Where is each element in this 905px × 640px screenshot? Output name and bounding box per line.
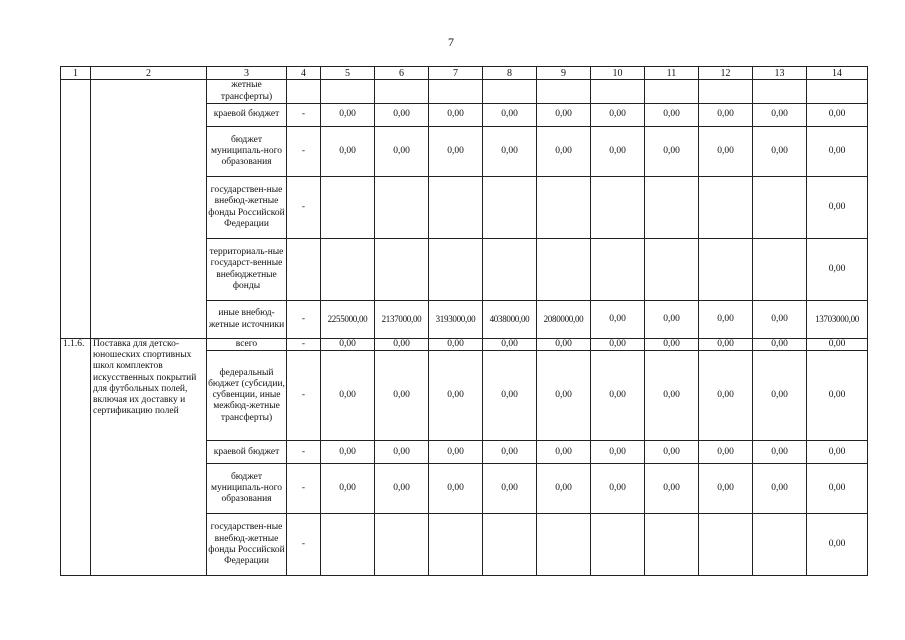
header-cell: 10 xyxy=(591,67,645,80)
value-cell: 0,00 xyxy=(429,127,483,177)
dash-cell: - xyxy=(287,127,321,177)
value-cell: 0,00 xyxy=(375,441,429,464)
value-cell: 0,00 xyxy=(699,464,753,514)
value-cell: 0,00 xyxy=(753,351,807,441)
dash-cell: - xyxy=(287,441,321,464)
value-cell: 0,00 xyxy=(699,441,753,464)
activity-name-cell xyxy=(91,80,207,339)
value-cell: 0,00 xyxy=(699,301,753,339)
funding-source-cell: краевой бюджет xyxy=(207,104,287,127)
header-cell: 6 xyxy=(375,67,429,80)
value-cell: 0,00 xyxy=(753,464,807,514)
dash-cell: - xyxy=(287,177,321,239)
value-cell: 2137000,00 xyxy=(375,301,429,339)
value-cell: 0,00 xyxy=(429,351,483,441)
value-cell: 0,00 xyxy=(591,351,645,441)
value-cell xyxy=(375,239,429,301)
value-cell: 0,00 xyxy=(645,441,699,464)
total-cell: 0,00 xyxy=(807,177,868,239)
total-cell: 0,00 xyxy=(807,351,868,441)
value-cell: 0,00 xyxy=(483,104,537,127)
header-cell: 4 xyxy=(287,67,321,80)
value-cell xyxy=(429,80,483,104)
value-cell: 0,00 xyxy=(537,104,591,127)
value-cell: 0,00 xyxy=(321,351,375,441)
value-cell: 0,00 xyxy=(753,104,807,127)
header-cell: 9 xyxy=(537,67,591,80)
value-cell: 0,00 xyxy=(375,351,429,441)
value-cell: 0,00 xyxy=(375,464,429,514)
value-cell xyxy=(321,177,375,239)
value-cell xyxy=(429,177,483,239)
header-cell: 14 xyxy=(807,67,868,80)
value-cell xyxy=(483,177,537,239)
value-cell xyxy=(483,514,537,576)
total-cell xyxy=(807,80,868,104)
value-cell: 0,00 xyxy=(591,104,645,127)
dash-cell: - xyxy=(287,514,321,576)
value-cell: 0,00 xyxy=(321,441,375,464)
dash-cell: - xyxy=(287,464,321,514)
value-cell xyxy=(483,80,537,104)
funding-source-cell: всего xyxy=(207,339,287,351)
value-cell: 0,00 xyxy=(483,339,537,351)
value-cell xyxy=(537,514,591,576)
value-cell xyxy=(537,177,591,239)
total-cell: 0,00 xyxy=(807,104,868,127)
value-cell: 0,00 xyxy=(591,464,645,514)
value-cell: 0,00 xyxy=(645,127,699,177)
value-cell: 0,00 xyxy=(321,127,375,177)
value-cell xyxy=(375,514,429,576)
value-cell: 0,00 xyxy=(321,464,375,514)
funding-source-cell: иные внебюд-жетные источники xyxy=(207,301,287,339)
value-cell: 0,00 xyxy=(591,441,645,464)
value-cell xyxy=(375,177,429,239)
value-cell xyxy=(483,239,537,301)
dash-cell xyxy=(287,239,321,301)
header-row xyxy=(61,67,868,80)
total-cell: 0,00 xyxy=(807,514,868,576)
value-cell: 0,00 xyxy=(321,104,375,127)
value-cell xyxy=(321,239,375,301)
value-cell xyxy=(537,80,591,104)
value-cell xyxy=(591,239,645,301)
dash-cell: - xyxy=(287,351,321,441)
value-cell xyxy=(591,514,645,576)
header-cell: 1 xyxy=(61,67,91,80)
total-cell: 0,00 xyxy=(807,127,868,177)
header-cell: 11 xyxy=(645,67,699,80)
value-cell xyxy=(537,239,591,301)
header-cell: 13 xyxy=(753,67,807,80)
total-cell: 0,00 xyxy=(807,464,868,514)
table-row xyxy=(61,339,868,351)
value-cell: 0,00 xyxy=(645,464,699,514)
row-number-cell: 1.1.6. xyxy=(61,339,91,576)
value-cell: 0,00 xyxy=(483,127,537,177)
value-cell: 0,00 xyxy=(645,104,699,127)
funding-source-cell: территориаль-ные государст-венные внебюджетные фонды xyxy=(207,239,287,301)
value-cell: 0,00 xyxy=(699,351,753,441)
funding-source-cell: бюджет муниципаль-ного образования xyxy=(207,464,287,514)
value-cell: 0,00 xyxy=(537,351,591,441)
value-cell: 0,00 xyxy=(537,127,591,177)
dash-cell xyxy=(287,80,321,104)
dash-cell: - xyxy=(287,339,321,351)
value-cell: 0,00 xyxy=(699,127,753,177)
value-cell xyxy=(699,239,753,301)
value-cell: 0,00 xyxy=(375,104,429,127)
header-cell: 8 xyxy=(483,67,537,80)
value-cell xyxy=(753,514,807,576)
total-cell: 0,00 xyxy=(807,239,868,301)
value-cell: 0,00 xyxy=(699,339,753,351)
value-cell: 0,00 xyxy=(483,441,537,464)
dash-cell: - xyxy=(287,104,321,127)
funding-source-cell: федеральный бюджет (субсидии, субвенции, иные межбюд-жетные трансферты) xyxy=(207,351,287,441)
value-cell xyxy=(699,80,753,104)
header-cell: 7 xyxy=(429,67,483,80)
funding-source-cell: жетные трансферты) xyxy=(207,80,287,104)
value-cell xyxy=(321,514,375,576)
value-cell xyxy=(753,177,807,239)
value-cell: 0,00 xyxy=(429,464,483,514)
value-cell xyxy=(699,177,753,239)
total-cell: 13703000,00 xyxy=(807,301,868,339)
header-cell: 3 xyxy=(207,67,287,80)
value-cell xyxy=(645,177,699,239)
value-cell xyxy=(375,80,429,104)
value-cell: 0,00 xyxy=(753,127,807,177)
value-cell: 0,00 xyxy=(429,339,483,351)
value-cell xyxy=(429,239,483,301)
value-cell: 0,00 xyxy=(645,339,699,351)
value-cell: 0,00 xyxy=(591,339,645,351)
budget-table xyxy=(60,66,868,576)
value-cell: 0,00 xyxy=(753,339,807,351)
page-number: 7 xyxy=(448,35,454,49)
value-cell xyxy=(321,80,375,104)
value-cell: 0,00 xyxy=(699,104,753,127)
value-cell: 3193000,00 xyxy=(429,301,483,339)
total-cell: 0,00 xyxy=(807,441,868,464)
value-cell xyxy=(429,514,483,576)
value-cell: 0,00 xyxy=(537,464,591,514)
value-cell: 0,00 xyxy=(537,339,591,351)
value-cell: 0,00 xyxy=(645,351,699,441)
value-cell: 2255000,00 xyxy=(321,301,375,339)
value-cell xyxy=(591,177,645,239)
value-cell xyxy=(645,514,699,576)
funding-source-cell: государствен-ные внебюд-жетные фонды Российской Федерации xyxy=(207,514,287,576)
total-cell: 0,00 xyxy=(807,339,868,351)
value-cell: 4038000,00 xyxy=(483,301,537,339)
value-cell: 0,00 xyxy=(753,441,807,464)
value-cell: 0,00 xyxy=(483,464,537,514)
value-cell: 0,00 xyxy=(321,339,375,351)
value-cell: 0,00 xyxy=(483,351,537,441)
row-number-cell xyxy=(61,80,91,339)
funding-source-cell: бюджет муниципаль-ного образования xyxy=(207,127,287,177)
value-cell xyxy=(753,239,807,301)
dash-cell: - xyxy=(287,301,321,339)
header-cell: 5 xyxy=(321,67,375,80)
value-cell xyxy=(699,514,753,576)
funding-source-cell: краевой бюджет xyxy=(207,441,287,464)
value-cell: 0,00 xyxy=(375,127,429,177)
value-cell: 0,00 xyxy=(537,441,591,464)
value-cell xyxy=(591,80,645,104)
value-cell: 0,00 xyxy=(591,127,645,177)
header-cell: 2 xyxy=(91,67,207,80)
value-cell: 2080000,00 xyxy=(537,301,591,339)
value-cell xyxy=(753,80,807,104)
funding-source-cell: государствен-ные внебюд-жетные фонды Российской Федерации xyxy=(207,177,287,239)
value-cell: 0,00 xyxy=(645,301,699,339)
table-row xyxy=(61,80,868,104)
value-cell: 0,00 xyxy=(429,104,483,127)
value-cell: 0,00 xyxy=(375,339,429,351)
value-cell: 0,00 xyxy=(429,441,483,464)
header-cell: 12 xyxy=(699,67,753,80)
value-cell xyxy=(645,239,699,301)
value-cell xyxy=(645,80,699,104)
value-cell: 0,00 xyxy=(591,301,645,339)
activity-name-cell: Поставка для детско-юношеских спортивных школ комплектов искусственных покрытий для футбольных полей, включая их доставку и сертификацию полей xyxy=(91,339,207,576)
value-cell: 0,00 xyxy=(753,301,807,339)
